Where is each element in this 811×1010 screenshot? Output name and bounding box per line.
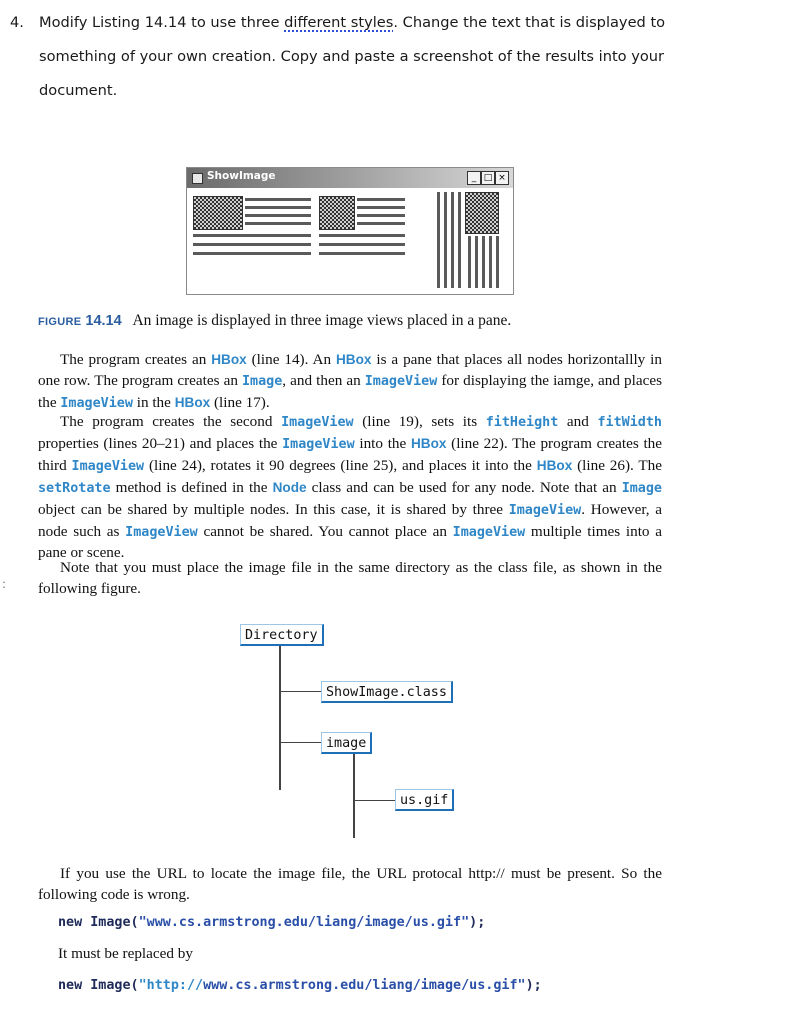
task-line1-underlined: different styles xyxy=(284,14,394,31)
figure-label-word: FIGURE xyxy=(38,316,82,328)
paragraph-2-run: ImageView xyxy=(282,436,355,452)
paragraph-2-run: (line 22). The program creates the third xyxy=(38,434,662,474)
paragraph-1-run: Image xyxy=(241,373,283,389)
task-line1-a: Modify Listing 14.14 to use three xyxy=(39,14,285,31)
task-number: 4. xyxy=(10,14,24,31)
paragraph-2-run: (line 19), sets its xyxy=(353,413,486,430)
gif-file-node: us.gif xyxy=(395,789,454,811)
flag-image-3-rotated xyxy=(435,192,501,288)
paragraph-2-run: fitWidth xyxy=(597,415,662,430)
paragraph-2-run: ImageView xyxy=(452,524,526,540)
code-correct xyxy=(58,978,542,993)
paragraph-2-run: ImageView xyxy=(71,458,145,474)
code-keyword: new xyxy=(58,915,83,930)
paragraph-2-run: method is defined in the xyxy=(110,478,273,496)
paragraph-1-run: , and then an xyxy=(282,371,365,389)
paragraph-2-run: Node xyxy=(272,479,307,495)
paragraph-2-run: ImageView xyxy=(125,524,198,540)
paragraph-2-run: fitHeight xyxy=(485,415,559,430)
task-line2: something of your own creation. Copy and paste a screenshot of the results into your xyxy=(39,48,665,65)
code-keyword: new xyxy=(58,978,83,993)
flag-image-1 xyxy=(193,196,311,260)
paragraph-1-run: for displaying the iamge, and places the xyxy=(38,371,662,411)
code-string: "www.cs.armstrong.edu/liang/image/us.gif" xyxy=(138,915,470,930)
paragraph-2-run: multiple times into a pane or scene. xyxy=(38,522,662,562)
paragraph-1-run: The program creates an xyxy=(60,351,212,368)
image-folder-node: image xyxy=(321,732,372,754)
paragraph-2-run: setRotate xyxy=(38,480,111,496)
tree-line xyxy=(355,800,395,801)
code-http: "http:// xyxy=(138,978,204,993)
paragraph-1-run: (line 14). An xyxy=(246,351,336,368)
paragraph-1-run: (line 17). xyxy=(210,393,270,411)
paragraph-2-run: (line 24), rotates it 90 degrees (line 25), and places it into the xyxy=(144,456,537,474)
replace-note: It must be replaced by xyxy=(58,945,193,962)
paragraph-1 xyxy=(38,350,662,415)
paragraph-2-run: . However, a node such as xyxy=(38,500,663,540)
figure-caption-text: An image is displayed in three image views placed in a pane. xyxy=(132,312,512,329)
tree-line xyxy=(279,646,281,790)
paragraph-2-run: and xyxy=(558,413,598,430)
paragraph-3 xyxy=(38,558,662,600)
figure-label xyxy=(38,313,122,329)
paragraph-1-run: ImageView xyxy=(60,395,133,411)
tree-line xyxy=(281,742,321,743)
paragraph-1-run: HBox xyxy=(211,352,247,367)
paragraph-2-run: ImageView xyxy=(281,415,354,430)
paragraph-2-run: ImageView xyxy=(508,502,582,518)
code-wrong xyxy=(58,915,485,930)
paragraph-1-run: is a pane that places all nodes horizontallly in one row. The program creates an xyxy=(38,351,662,389)
figure-caption xyxy=(38,312,511,330)
close-icon[interactable]: × xyxy=(495,171,509,185)
figure-number: 14.14 xyxy=(85,313,122,329)
paragraph-2-run: HBox xyxy=(536,457,573,473)
window-titlebar xyxy=(187,168,513,188)
class-file-node: ShowImage.class xyxy=(321,681,453,703)
paragraph-3-text: Note that you must place the image file in the same directory as the class file, as shown in the following figure. xyxy=(38,559,662,597)
paragraph-1-run: HBox xyxy=(174,394,211,410)
paragraph-1-run: ImageView xyxy=(364,373,438,389)
app-icon xyxy=(192,173,203,184)
paragraph-2-run: into the xyxy=(354,434,411,452)
flag-image-2 xyxy=(319,196,405,260)
paragraph-1-run: in the xyxy=(132,393,175,411)
minimize-icon[interactable]: _ xyxy=(467,171,481,185)
directory-node: Directory xyxy=(240,624,324,646)
code-call: Image( xyxy=(82,978,139,993)
flag-canton xyxy=(465,192,499,234)
paragraph-4 xyxy=(38,864,662,906)
paragraph-2-run: (line 26). The xyxy=(572,456,663,474)
maximize-icon[interactable]: □ xyxy=(481,171,495,185)
flag-canton xyxy=(193,196,243,230)
margin-mark: : xyxy=(2,577,6,592)
code-end: ); xyxy=(525,978,542,993)
showimage-window xyxy=(186,167,514,295)
tree-line xyxy=(353,754,355,838)
code-string: www.cs.armstrong.edu/liang/image/us.gif" xyxy=(203,978,526,993)
paragraph-2-run: class and can be used for any node. Note that an xyxy=(306,478,622,496)
tree-line xyxy=(281,691,321,692)
paragraph-2 xyxy=(38,412,662,564)
paragraph-2-run: The program creates the second xyxy=(60,413,282,430)
paragraph-2-run: Image xyxy=(621,480,662,496)
task-line3: document. xyxy=(39,82,118,99)
paragraph-2-run: properties (lines 20–21) and places the xyxy=(38,434,283,452)
task-text xyxy=(39,6,779,108)
paragraph-1-run: HBox xyxy=(335,352,372,367)
paragraph-2-run: HBox xyxy=(410,435,447,451)
flag-canton xyxy=(319,196,355,230)
task-line1-b: . Change the text that is displayed to xyxy=(393,14,666,31)
code-end: ); xyxy=(469,915,486,930)
window-title: ShowImage xyxy=(207,170,276,182)
paragraph-2-run: object can be shared by multiple nodes. In this case, it is shared by three xyxy=(38,500,509,518)
paragraph-2-run: cannot be shared. You cannot place an xyxy=(197,522,453,540)
paragraph-4-text: If you use the URL to locate the image file, the URL protocal http:// must be present. So the following code is wrong. xyxy=(38,865,662,903)
code-call: Image( xyxy=(82,915,139,930)
